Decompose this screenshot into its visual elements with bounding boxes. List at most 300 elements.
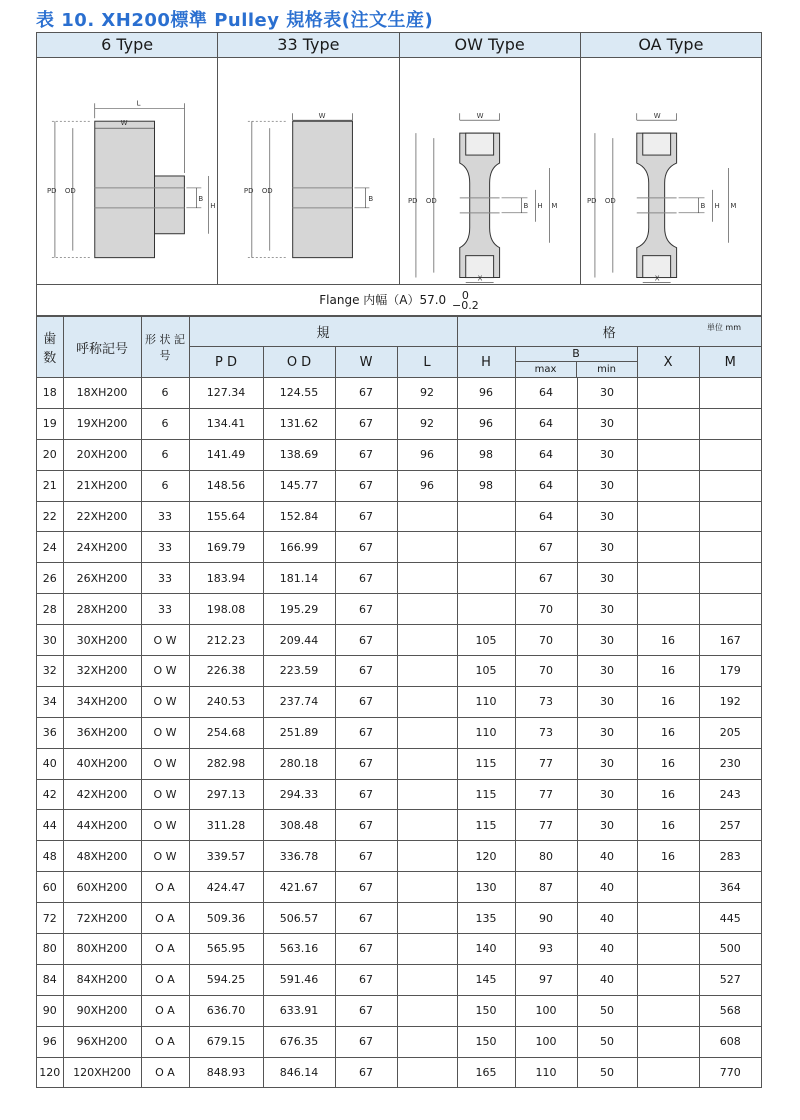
dim-b-label: B xyxy=(368,194,374,203)
table-row xyxy=(37,779,761,810)
cell-l xyxy=(397,1057,457,1087)
cell-b-min: 30 xyxy=(577,717,637,748)
cell-w: 67 xyxy=(335,470,397,501)
cell-name: 44XH200 xyxy=(63,810,141,841)
col-shape-header: 形 状 記 号 xyxy=(141,317,189,378)
cell-shape: O A xyxy=(141,1026,189,1057)
col-x-header: X xyxy=(637,347,699,378)
cell-teeth: 24 xyxy=(37,532,63,563)
cell-b-min: 30 xyxy=(577,563,637,594)
cell-h: 130 xyxy=(457,872,515,903)
cell-w: 67 xyxy=(335,717,397,748)
cell-x: 16 xyxy=(637,779,699,810)
cell-teeth: 60 xyxy=(37,872,63,903)
cell-teeth: 96 xyxy=(37,1026,63,1057)
cell-h: 110 xyxy=(457,717,515,748)
cell-name: 48XH200 xyxy=(63,841,141,872)
cell-b-min: 40 xyxy=(577,934,637,965)
cell-od: 124.55 xyxy=(263,378,335,409)
cell-w: 67 xyxy=(335,532,397,563)
drawing-oa-type xyxy=(581,58,761,284)
cell-b-max: 64 xyxy=(515,378,577,409)
cell-m: 364 xyxy=(699,872,761,903)
cell-teeth: 40 xyxy=(37,748,63,779)
cell-b-min: 30 xyxy=(577,594,637,625)
cell-x xyxy=(637,439,699,470)
table-row xyxy=(37,934,761,965)
cell-od: 846.14 xyxy=(263,1057,335,1087)
dim-l-label: L xyxy=(136,99,141,108)
cell-x xyxy=(637,594,699,625)
cell-teeth: 34 xyxy=(37,686,63,717)
cell-pd: 594.25 xyxy=(189,964,263,995)
cell-pd: 141.49 xyxy=(189,439,263,470)
cell-m: 445 xyxy=(699,903,761,934)
cell-od: 237.74 xyxy=(263,686,335,717)
cell-h: 96 xyxy=(457,408,515,439)
cell-b-max: 70 xyxy=(515,656,577,687)
cell-od: 336.78 xyxy=(263,841,335,872)
cell-b-min: 30 xyxy=(577,810,637,841)
cell-x xyxy=(637,934,699,965)
cell-b-max: 64 xyxy=(515,501,577,532)
cell-pd: 339.57 xyxy=(189,841,263,872)
table-row xyxy=(37,903,761,934)
cell-x xyxy=(637,532,699,563)
cell-b-max: 93 xyxy=(515,934,577,965)
cell-m xyxy=(699,501,761,532)
cell-b-min: 30 xyxy=(577,501,637,532)
col-b-header xyxy=(515,347,637,378)
cell-h xyxy=(457,563,515,594)
cell-b-min: 30 xyxy=(577,408,637,439)
cell-w: 67 xyxy=(335,934,397,965)
table-row xyxy=(37,594,761,625)
cell-name: 72XH200 xyxy=(63,903,141,934)
cell-w: 67 xyxy=(335,995,397,1026)
flange-tolerance xyxy=(452,288,479,312)
cell-shape: 33 xyxy=(141,563,189,594)
cell-h: 115 xyxy=(457,779,515,810)
cell-b-min: 40 xyxy=(577,872,637,903)
cell-b-min: 30 xyxy=(577,656,637,687)
table-row xyxy=(37,686,761,717)
cell-x: 16 xyxy=(637,686,699,717)
cell-od: 591.46 xyxy=(263,964,335,995)
cell-od: 152.84 xyxy=(263,501,335,532)
dim-od-label: OD xyxy=(604,196,616,205)
cell-teeth: 44 xyxy=(37,810,63,841)
cell-w: 67 xyxy=(335,408,397,439)
col-od-header: O D xyxy=(263,347,335,378)
cell-shape: O W xyxy=(141,717,189,748)
cell-od: 138.69 xyxy=(263,439,335,470)
cell-b-min: 30 xyxy=(577,378,637,409)
dim-h-label: H xyxy=(536,201,543,210)
cell-pd: 282.98 xyxy=(189,748,263,779)
cell-l xyxy=(397,779,457,810)
cell-w: 67 xyxy=(335,563,397,594)
cell-shape: 6 xyxy=(141,439,189,470)
type-oa-label: OA Type xyxy=(638,35,704,54)
cell-l: 96 xyxy=(397,470,457,501)
cell-x xyxy=(637,563,699,594)
cell-teeth: 48 xyxy=(37,841,63,872)
cell-l xyxy=(397,934,457,965)
type-header-row xyxy=(37,33,761,58)
dim-pd-label: PD xyxy=(407,196,418,205)
cell-m: 192 xyxy=(699,686,761,717)
dim-pd-label: PD xyxy=(46,186,57,195)
cell-h: 105 xyxy=(457,625,515,656)
table-row xyxy=(37,439,761,470)
cell-pd: 127.34 xyxy=(189,378,263,409)
spec-header-left: 規 xyxy=(189,317,457,347)
cell-shape: O A xyxy=(141,995,189,1026)
cell-shape: 6 xyxy=(141,408,189,439)
cell-od: 563.16 xyxy=(263,934,335,965)
table-row xyxy=(37,964,761,995)
cell-shape: 33 xyxy=(141,501,189,532)
cell-name: 32XH200 xyxy=(63,656,141,687)
cell-od: 506.57 xyxy=(263,903,335,934)
cell-b-max: 90 xyxy=(515,903,577,934)
dim-h-label: H xyxy=(210,201,216,210)
cell-teeth: 120 xyxy=(37,1057,63,1087)
cell-od: 280.18 xyxy=(263,748,335,779)
cell-name: 34XH200 xyxy=(63,686,141,717)
dim-od-label: OD xyxy=(425,196,437,205)
cell-od: 209.44 xyxy=(263,625,335,656)
pulley-drawings xyxy=(37,58,761,285)
cell-name: 26XH200 xyxy=(63,563,141,594)
cell-l: 92 xyxy=(397,408,457,439)
cell-teeth: 84 xyxy=(37,964,63,995)
cell-w: 67 xyxy=(335,872,397,903)
cell-shape: O A xyxy=(141,964,189,995)
cell-m xyxy=(699,563,761,594)
cell-teeth: 18 xyxy=(37,378,63,409)
cell-x xyxy=(637,378,699,409)
cell-h: 165 xyxy=(457,1057,515,1087)
cell-b-min: 50 xyxy=(577,995,637,1026)
cell-w: 67 xyxy=(335,656,397,687)
cell-x: 16 xyxy=(637,748,699,779)
cell-shape: O A xyxy=(141,872,189,903)
cell-shape: O W xyxy=(141,656,189,687)
spec-frame xyxy=(36,32,762,1088)
cell-pd: 183.94 xyxy=(189,563,263,594)
cell-pd: 311.28 xyxy=(189,810,263,841)
cell-name: 28XH200 xyxy=(63,594,141,625)
cell-name: 60XH200 xyxy=(63,872,141,903)
cell-l xyxy=(397,656,457,687)
table-row xyxy=(37,717,761,748)
cell-od: 223.59 xyxy=(263,656,335,687)
cell-w: 67 xyxy=(335,378,397,409)
cell-shape: O W xyxy=(141,625,189,656)
cell-teeth: 22 xyxy=(37,501,63,532)
cell-od: 251.89 xyxy=(263,717,335,748)
cell-teeth: 32 xyxy=(37,656,63,687)
cell-shape: O W xyxy=(141,748,189,779)
dim-b-label: B xyxy=(522,201,528,210)
pulley-6-type-diagram xyxy=(37,58,217,284)
cell-name: 84XH200 xyxy=(63,964,141,995)
pulley-oa-type-diagram xyxy=(581,58,761,284)
cell-pd: 134.41 xyxy=(189,408,263,439)
cell-pd: 297.13 xyxy=(189,779,263,810)
cell-x xyxy=(637,995,699,1026)
cell-l xyxy=(397,594,457,625)
dim-w-label: W xyxy=(653,112,661,121)
cell-w: 67 xyxy=(335,810,397,841)
cell-m: 167 xyxy=(699,625,761,656)
cell-b-min: 30 xyxy=(577,748,637,779)
cell-shape: O W xyxy=(141,841,189,872)
cell-b-max: 70 xyxy=(515,594,577,625)
cell-teeth: 20 xyxy=(37,439,63,470)
spec-table-body xyxy=(37,378,761,1088)
cell-name: 40XH200 xyxy=(63,748,141,779)
cell-teeth: 36 xyxy=(37,717,63,748)
cell-shape: O W xyxy=(141,810,189,841)
cell-l xyxy=(397,625,457,656)
cell-od: 195.29 xyxy=(263,594,335,625)
cell-b-min: 40 xyxy=(577,841,637,872)
dim-b-label: B xyxy=(198,194,204,203)
table-row xyxy=(37,532,761,563)
col-pd-header: P D xyxy=(189,347,263,378)
type-33-label: 33 Type xyxy=(218,33,399,57)
cell-teeth: 72 xyxy=(37,903,63,934)
dim-od-label: OD xyxy=(262,186,273,195)
cell-b-max: 64 xyxy=(515,408,577,439)
cell-b-max: 87 xyxy=(515,872,577,903)
cell-b-min: 30 xyxy=(577,625,637,656)
cell-x: 16 xyxy=(637,625,699,656)
page-title: 表 10. XH200標準 Pulley 規格表(注文生産) xyxy=(36,10,434,31)
cell-m: 179 xyxy=(699,656,761,687)
cell-name: 90XH200 xyxy=(63,995,141,1026)
cell-x: 16 xyxy=(637,810,699,841)
cell-h: 145 xyxy=(457,964,515,995)
cell-l xyxy=(397,964,457,995)
dim-x-label: X xyxy=(477,274,482,283)
cell-w: 67 xyxy=(335,748,397,779)
table-row xyxy=(37,378,761,409)
cell-m xyxy=(699,532,761,563)
table-row xyxy=(37,748,761,779)
cell-w: 67 xyxy=(335,686,397,717)
cell-w: 67 xyxy=(335,501,397,532)
cell-h: 115 xyxy=(457,748,515,779)
cell-w: 67 xyxy=(335,964,397,995)
cell-b-max: 77 xyxy=(515,810,577,841)
cell-m: 243 xyxy=(699,779,761,810)
table-row xyxy=(37,872,761,903)
cell-m: 230 xyxy=(699,748,761,779)
cell-shape: 33 xyxy=(141,532,189,563)
spec-header-right-text: 格 xyxy=(602,326,616,341)
cell-b-min: 40 xyxy=(577,903,637,934)
cell-m: 527 xyxy=(699,964,761,995)
type-ow-label: OW Type xyxy=(400,33,581,57)
cell-teeth: 42 xyxy=(37,779,63,810)
cell-l xyxy=(397,748,457,779)
cell-b-min: 30 xyxy=(577,779,637,810)
col-teeth-header: 歯数 xyxy=(37,317,63,378)
cell-x: 16 xyxy=(637,841,699,872)
cell-name: 96XH200 xyxy=(63,1026,141,1057)
cell-l xyxy=(397,841,457,872)
cell-name: 36XH200 xyxy=(63,717,141,748)
pulley-33-type-diagram xyxy=(218,58,398,284)
cell-b-max: 67 xyxy=(515,532,577,563)
col-m-header: M xyxy=(699,347,761,378)
drawing-6-type xyxy=(37,58,218,284)
cell-b-min: 30 xyxy=(577,470,637,501)
dim-pd-label: PD xyxy=(244,186,254,195)
cell-l: 96 xyxy=(397,439,457,470)
cell-h: 150 xyxy=(457,995,515,1026)
cell-pd: 169.79 xyxy=(189,532,263,563)
table-row xyxy=(37,1026,761,1057)
cell-b-max: 73 xyxy=(515,686,577,717)
cell-h xyxy=(457,594,515,625)
cell-h: 150 xyxy=(457,1026,515,1057)
cell-b-min: 30 xyxy=(577,439,637,470)
cell-b-max: 77 xyxy=(515,748,577,779)
cell-teeth: 80 xyxy=(37,934,63,965)
cell-od: 181.14 xyxy=(263,563,335,594)
cell-h: 96 xyxy=(457,378,515,409)
cell-teeth: 30 xyxy=(37,625,63,656)
cell-od: 421.67 xyxy=(263,872,335,903)
cell-l xyxy=(397,717,457,748)
cell-m: 770 xyxy=(699,1057,761,1087)
cell-name: 120XH200 xyxy=(63,1057,141,1087)
cell-pd: 848.93 xyxy=(189,1057,263,1087)
cell-name: 18XH200 xyxy=(63,378,141,409)
unit-label: 単位 mm xyxy=(706,323,742,332)
cell-b-max: 67 xyxy=(515,563,577,594)
cell-pd: 212.23 xyxy=(189,625,263,656)
cell-name: 21XH200 xyxy=(63,470,141,501)
cell-x xyxy=(637,872,699,903)
cell-pd: 509.36 xyxy=(189,903,263,934)
cell-pd: 424.47 xyxy=(189,872,263,903)
table-row xyxy=(37,625,761,656)
cell-l xyxy=(397,995,457,1026)
cell-name: 19XH200 xyxy=(63,408,141,439)
table-row xyxy=(37,1057,761,1087)
type-6-label: 6 Type xyxy=(37,33,218,57)
cell-m: 283 xyxy=(699,841,761,872)
table-row xyxy=(37,563,761,594)
cell-od: 166.99 xyxy=(263,532,335,563)
cell-x xyxy=(637,964,699,995)
table-row xyxy=(37,810,761,841)
table-row xyxy=(37,470,761,501)
table-row xyxy=(37,656,761,687)
cell-b-min: 40 xyxy=(577,964,637,995)
cell-w: 67 xyxy=(335,1026,397,1057)
flange-tol-upper: 0 xyxy=(461,288,469,302)
dim-x-label: X xyxy=(654,274,660,283)
cell-l xyxy=(397,686,457,717)
dim-w-label: W xyxy=(120,119,128,128)
cell-w: 67 xyxy=(335,625,397,656)
dim-m-label: M xyxy=(730,201,737,210)
cell-pd: 679.15 xyxy=(189,1026,263,1057)
cell-w: 67 xyxy=(335,841,397,872)
cell-h: 120 xyxy=(457,841,515,872)
spec-table xyxy=(37,316,761,1087)
cell-b-min: 30 xyxy=(577,532,637,563)
cell-m: 500 xyxy=(699,934,761,965)
cell-teeth: 26 xyxy=(37,563,63,594)
cell-name: 80XH200 xyxy=(63,934,141,965)
cell-w: 67 xyxy=(335,1057,397,1087)
col-w-header: W xyxy=(335,347,397,378)
cell-h: 140 xyxy=(457,934,515,965)
cell-l: 92 xyxy=(397,378,457,409)
cell-w: 67 xyxy=(335,594,397,625)
cell-m: 205 xyxy=(699,717,761,748)
cell-l xyxy=(397,563,457,594)
cell-teeth: 28 xyxy=(37,594,63,625)
cell-shape: O A xyxy=(141,1057,189,1087)
cell-pd: 155.64 xyxy=(189,501,263,532)
dim-h-label: H xyxy=(714,201,720,210)
cell-name: 42XH200 xyxy=(63,779,141,810)
cell-od: 308.48 xyxy=(263,810,335,841)
flange-label: Flange 内幅（A）57.0 xyxy=(319,293,447,307)
cell-b-max: 100 xyxy=(515,1026,577,1057)
table-row xyxy=(37,995,761,1026)
cell-b-max: 97 xyxy=(515,964,577,995)
cell-pd: 565.95 xyxy=(189,934,263,965)
cell-l xyxy=(397,501,457,532)
cell-l xyxy=(397,810,457,841)
cell-b-max: 64 xyxy=(515,470,577,501)
cell-l xyxy=(397,872,457,903)
dim-w-label: W xyxy=(476,112,484,121)
cell-pd: 198.08 xyxy=(189,594,263,625)
dim-od-label: OD xyxy=(64,186,76,195)
cell-name: 20XH200 xyxy=(63,439,141,470)
dim-pd-label: PD xyxy=(586,196,597,205)
cell-m xyxy=(699,378,761,409)
cell-teeth: 19 xyxy=(37,408,63,439)
cell-teeth: 90 xyxy=(37,995,63,1026)
drawing-33-type xyxy=(218,58,399,284)
flange-note xyxy=(37,285,761,316)
col-b-label: B xyxy=(516,347,637,362)
cell-name: 22XH200 xyxy=(63,501,141,532)
cell-m xyxy=(699,439,761,470)
col-b-max-header: max xyxy=(516,362,577,377)
cell-od: 676.35 xyxy=(263,1026,335,1057)
cell-x: 16 xyxy=(637,717,699,748)
cell-x: 16 xyxy=(637,656,699,687)
col-name-header: 呼称記号 xyxy=(63,317,141,378)
cell-teeth: 21 xyxy=(37,470,63,501)
drawing-ow-type xyxy=(400,58,581,284)
cell-m: 608 xyxy=(699,1026,761,1057)
cell-shape: O A xyxy=(141,934,189,965)
